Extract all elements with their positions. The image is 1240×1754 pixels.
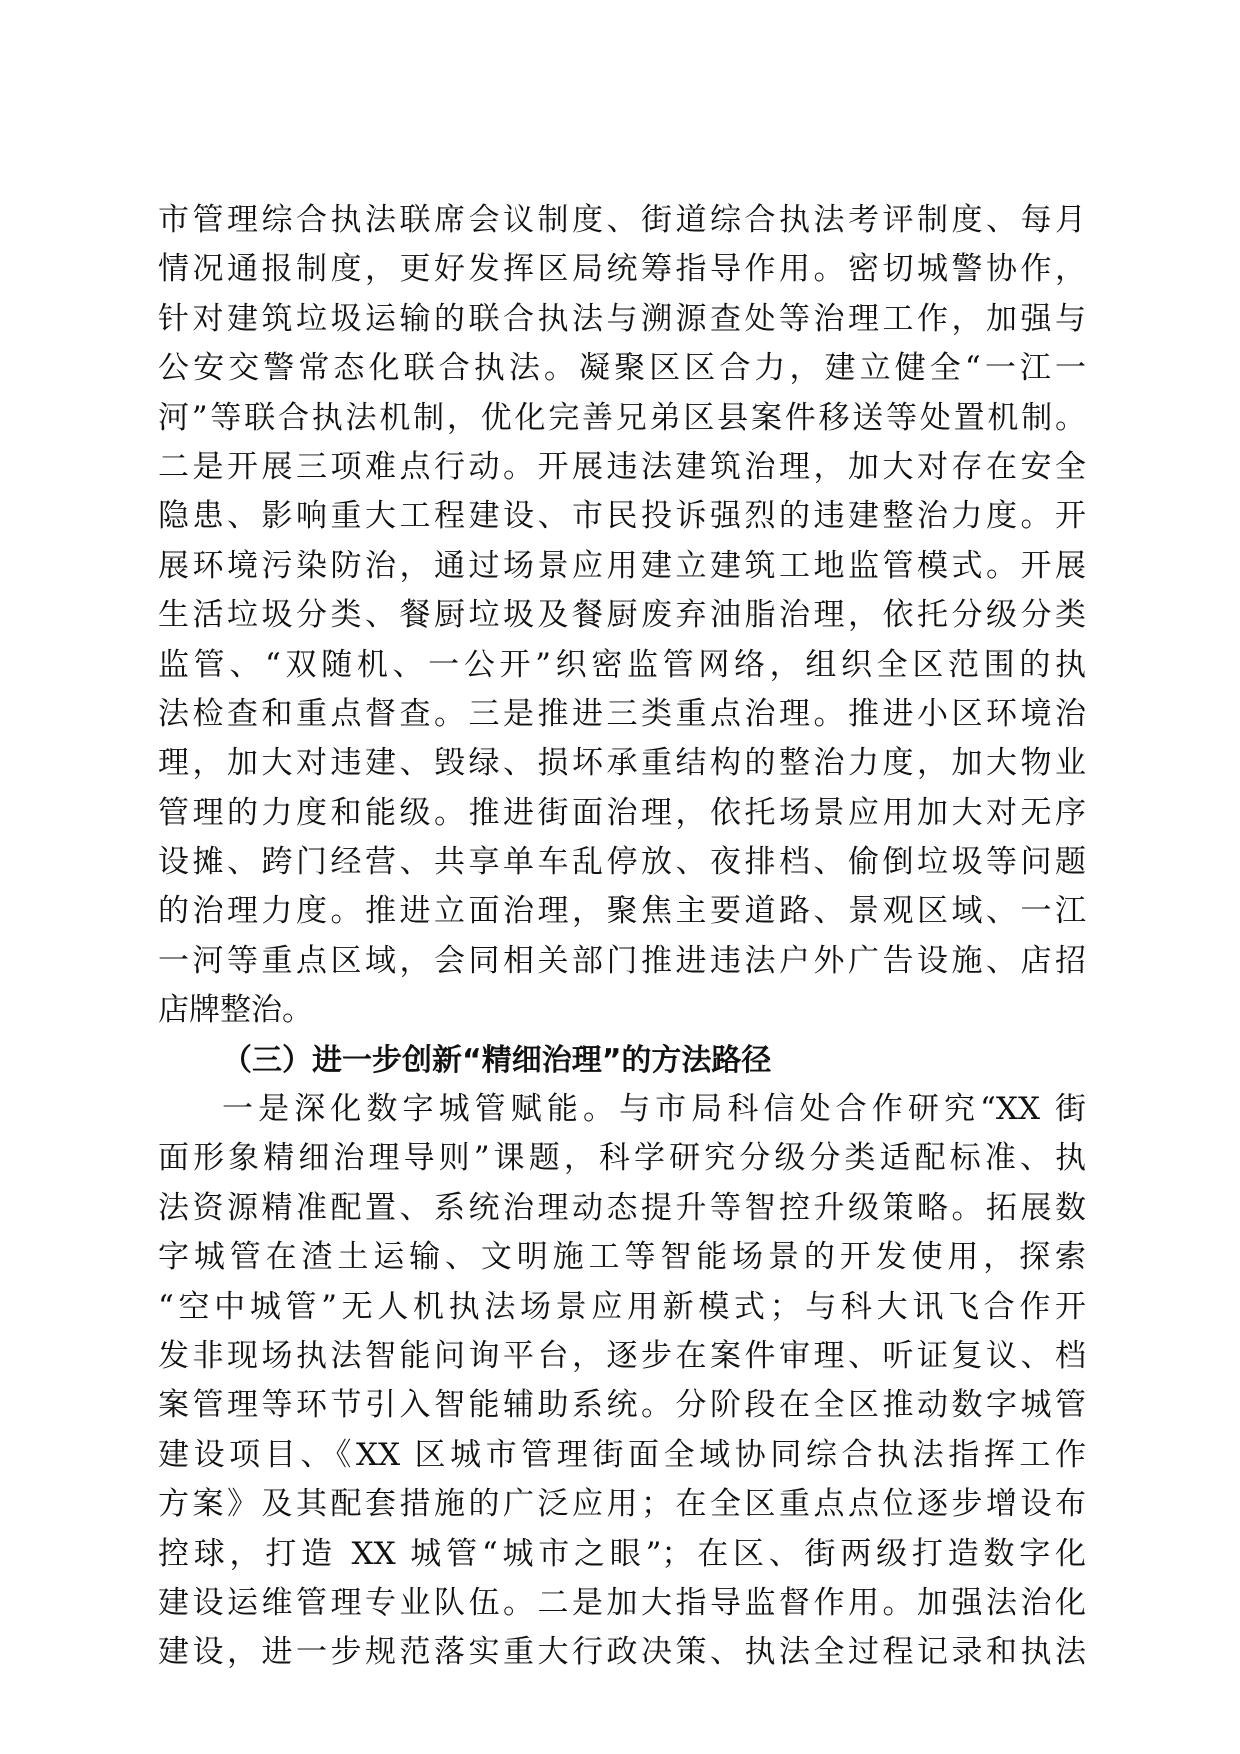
paragraph-line: 法检查和重点督查。三是推进三类重点治理。推进小区环境治 <box>158 695 1086 732</box>
section-heading: （三）进一步创新“精细治理”的方法路径 <box>222 1042 772 1078</box>
paragraph-line: 建设，进一步规范落实重大行政决策、执法全过程记录和执法 <box>158 1634 1086 1671</box>
paragraph-line: 案管理等环节引入智能辅助系统。分阶段在全区推动数字城管 <box>158 1387 1086 1424</box>
paragraph-line: 河”等联合执法机制，优化完善兄弟区县案件移送等处置机制。 <box>158 399 1086 436</box>
paragraph-line: 针对建筑垃圾运输的联合执法与溯源查处等治理工作，加强与 <box>158 300 1086 337</box>
paragraph-line: 发非现场执法智能问询平台，逐步在案件审理、听证复议、档 <box>158 1337 1086 1374</box>
paragraph-line: 监管、“双随机、一公开”织密监管网络，组织全区范围的执 <box>158 646 1086 683</box>
paragraph-line: 隐患、影响重大工程建设、市民投诉强烈的违建整治力度。开 <box>158 498 1086 535</box>
paragraph-line: 面形象精细治理导则”课题，科学研究分级分类适配标准、执 <box>158 1140 1086 1177</box>
document-body <box>158 196 1086 1678</box>
paragraph-line: 方案》及其配套措施的广泛应用；在全区重点点位逐步增设布 <box>158 1486 1086 1523</box>
paragraph-line: 一是深化数字城管赋能。与市局科信处合作研究“XX 街 <box>222 1091 1086 1128</box>
paragraph-line: 建设项目、《XX 区城市管理街面全域协同综合执法指挥工作 <box>158 1436 1086 1473</box>
paragraph-line: 二是开展三项难点行动。开展违法建筑治理，加大对存在安全 <box>158 448 1086 485</box>
paragraph-line: 法资源精准配置、系统治理动态提升等智控升级策略。拓展数 <box>158 1189 1086 1226</box>
paragraph-line: 建设运维管理专业队伍。二是加大指导监督作用。加强法治化 <box>158 1584 1086 1621</box>
paragraph-line: 公安交警常态化联合执法。凝聚区区合力，建立健全“一江一 <box>158 350 1086 387</box>
paragraph-line: 情况通报制度，更好发挥区局统筹指导作用。密切城警协作， <box>158 251 1086 288</box>
paragraph-line: 的治理力度。推进立面治理，聚焦主要道路、景观区域、一江 <box>158 893 1086 930</box>
paragraph-line: 控球，打造 XX 城管“城市之眼”；在区、街两级打造数字化 <box>158 1535 1086 1572</box>
paragraph-line: 字城管在渣土运输、文明施工等智能场景的开发使用，探索 <box>158 1239 1086 1276</box>
paragraph-line: 理，加大对违建、毁绿、损坏承重结构的整治力度，加大物业 <box>158 745 1086 782</box>
paragraph-line: 生活垃圾分类、餐厨垃圾及餐厨废弃油脂治理，依托分级分类 <box>158 597 1086 634</box>
paragraph-line: “空中城管”无人机执法场景应用新模式；与科大讯飞合作开 <box>158 1288 1086 1325</box>
paragraph-line: 店牌整治。 <box>158 992 313 1029</box>
paragraph-line: 设摊、跨门经营、共享单车乱停放、夜排档、偷倒垃圾等问题 <box>158 844 1086 881</box>
paragraph-line: 展环境污染防治，通过场景应用建立建筑工地监管模式。开展 <box>158 547 1086 584</box>
paragraph-line: 一河等重点区域，会同相关部门推进违法户外广告设施、店招 <box>158 942 1086 979</box>
paragraph-line: 管理的力度和能级。推进街面治理，依托场景应用加大对无序 <box>158 794 1086 831</box>
paragraph-line: 市管理综合执法联席会议制度、街道综合执法考评制度、每月 <box>158 202 1086 238</box>
